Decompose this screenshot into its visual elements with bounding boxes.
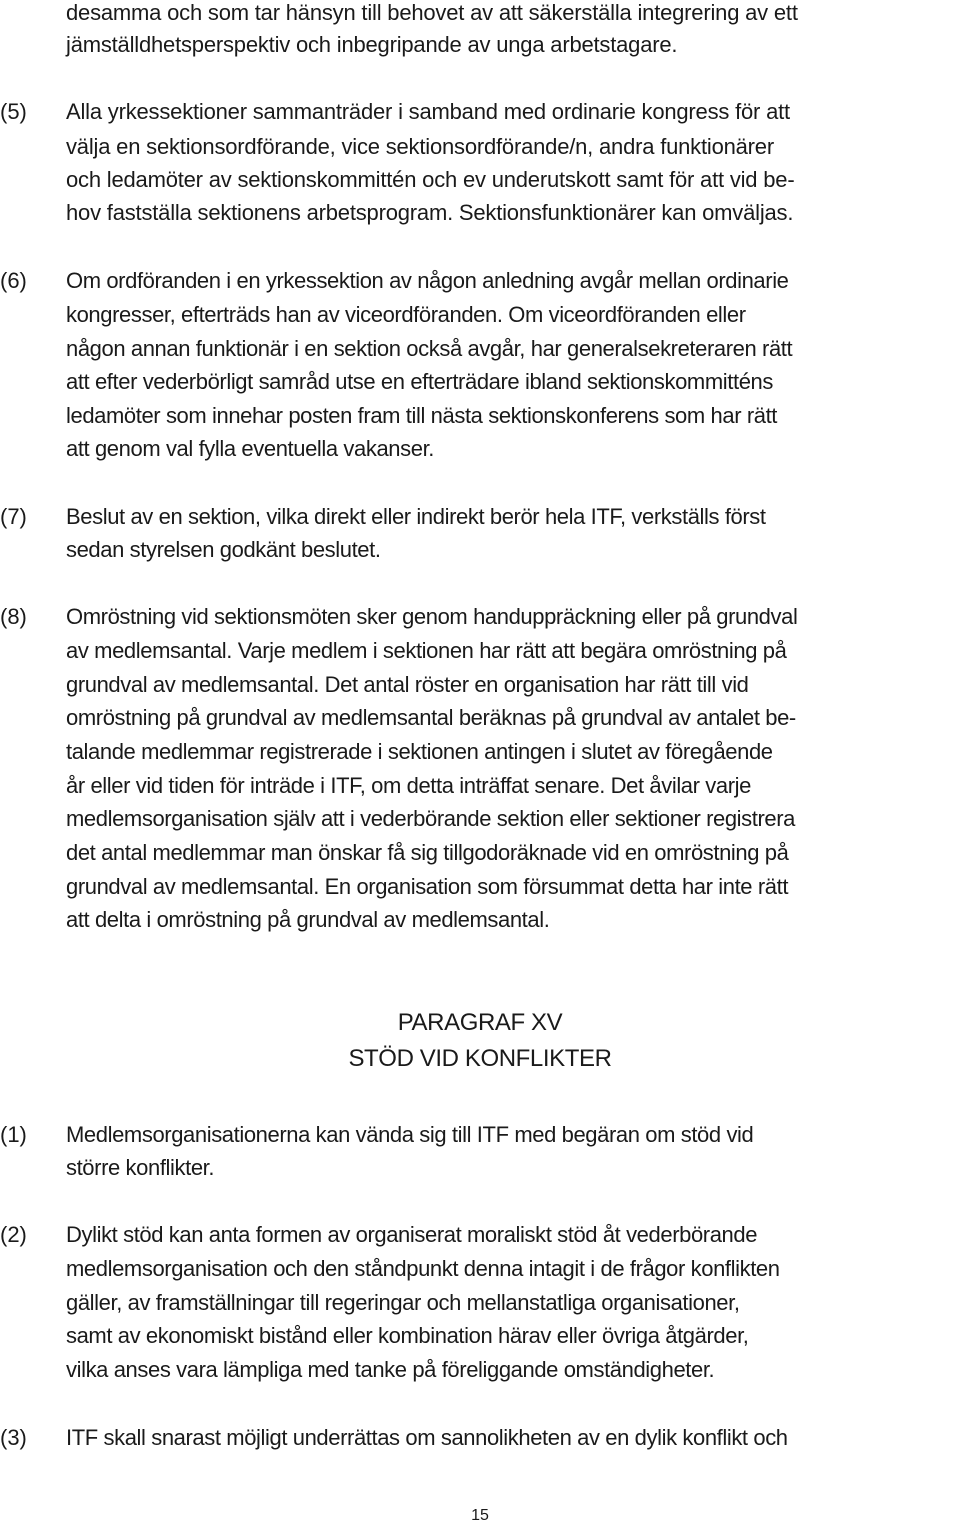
paragraph-line: medlemsorganisation själv att i vederbörande sektion eller sektioner registrera [66,806,796,831]
paragraph-line: omröstning på grundval av medlemsantal beräknas på grundval av antalet be- [66,705,796,730]
paragraph-line: välja en sektionsordförande, vice sektionsordförande/n, andra funktionärer [66,134,774,159]
item-number: (2) [0,1222,27,1247]
paragraph-line: någon annan funktionär i en sektion också avgår, har generalsekreteraren rätt [66,336,793,361]
paragraph-line: ledamöter som innehar posten fram till nästa sektionskonferens som har rätt [66,403,778,428]
paragraph-line: talande medlemmar registrerade i sektionen antingen i slutet av föregående [66,739,773,764]
item-number: (8) [0,604,27,629]
item-number: (1) [0,1122,27,1147]
paragraph-line: grundval av medlemsantal. En organisation som försummat detta har inte rätt [66,874,789,899]
paragraph-line: hov fastställa sektionens arbetsprogram. Sektionsfunktionärer kan omväljas. [66,200,794,225]
paragraph-line: medlemsorganisation och den ståndpunkt denna intagit i de frågor konflikten [66,1256,780,1281]
paragraph-line: att genom val fylla eventuella vakanser. [66,436,435,461]
paragraph-line: att delta i omröstning på grundval av medlemsantal. [66,907,550,932]
paragraph-line: det antal medlemmar man önskar få sig tillgodoräknade vid en omröstning på [66,840,789,865]
paragraph-line: sedan styrelsen godkänt beslutet. [66,537,381,562]
paragraph-line: kongresser, efterträds han av viceordföranden. Om viceordföranden eller [66,302,746,327]
paragraph-line: Dylikt stöd kan anta formen av organiserat moraliskt stöd åt vederbörande [66,1222,758,1247]
paragraph-line: desamma och som tar hänsyn till behovet av att säkerställa integrering av ett [66,0,798,25]
page-number: 15 [471,1507,489,1524]
paragraph-line: av medlemsantal. Varje medlem i sektionen har rätt att begära omröstning på [66,638,787,663]
item-number: (3) [0,1425,27,1450]
section-heading: PARAGRAF XV [397,1009,563,1036]
paragraph-line: Omröstning vid sektionsmöten sker genom handuppräckning eller på grundval [66,604,798,629]
item-number: (6) [0,268,27,293]
paragraph-line: och ledamöter av sektionskommittén och ev underutskott samt för att vid be- [66,167,795,192]
section-subheading: STÖD VID KONFLIKTER [348,1045,612,1072]
paragraph-line: Medlemsorganisationerna kan vända sig till ITF med begäran om stöd vid [66,1122,754,1147]
paragraph-line: jämställdhetsperspektiv och inbegripande av unga arbetstagare. [66,32,678,57]
paragraph-line: år eller vid tiden för inträde i ITF, om detta inträffat senare. Det åvilar varje [66,773,751,798]
paragraph-line: ITF skall snarast möjligt underrättas om sannolikheten av en dylik konflikt och [66,1425,788,1450]
paragraph-line: grundval av medlemsantal. Det antal röster en organisation har rätt till vid [66,672,749,697]
paragraph-line: Om ordföranden i en yrkessektion av någon anledning avgår mellan ordinarie [66,268,789,293]
item-number: (7) [0,504,27,529]
paragraph-line: större konflikter. [66,1155,215,1180]
item-number: (5) [0,99,27,124]
paragraph-line: vilka anses vara lämpliga med tanke på föreliggande omständigheter. [66,1357,715,1382]
paragraph-line: att efter vederbörligt samråd utse en efterträdare ibland sektionskommitténs [66,369,773,394]
paragraph-line: Alla yrkessektioner sammanträder i samband med ordinarie kongress för att [66,99,790,124]
paragraph-line: Beslut av en sektion, vilka direkt eller indirekt berör hela ITF, verkställs först [66,504,766,529]
paragraph-line: samt av ekonomiskt bistånd eller kombination härav eller övriga åtgärder, [66,1323,749,1348]
paragraph-line: gäller, av framställningar till regeringar och mellanstatliga organisationer, [66,1290,740,1315]
